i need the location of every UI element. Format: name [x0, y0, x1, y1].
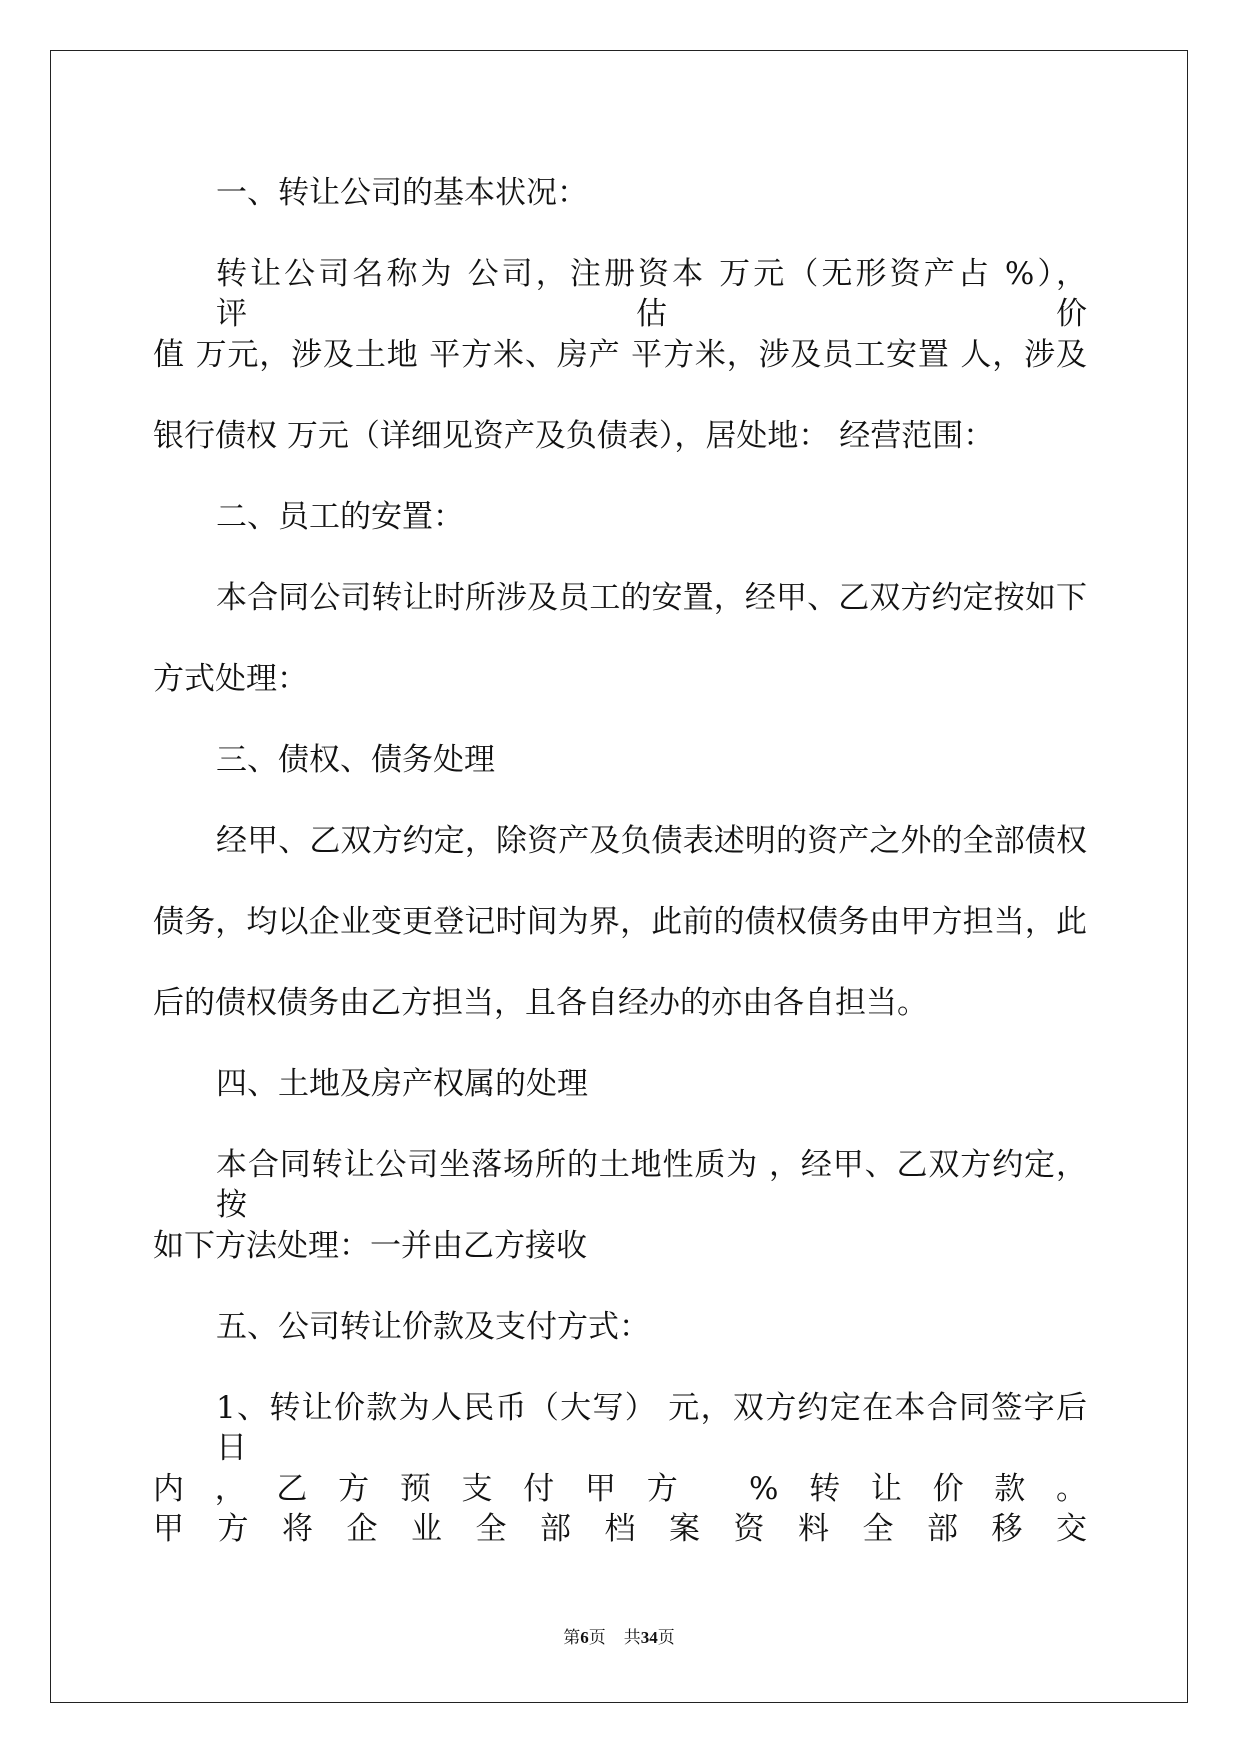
current-page-number: 6	[580, 1628, 589, 1647]
paragraph-line: 内，乙方预支付甲方 %转让价款。甲方将企业全部档案资料全部移交	[153, 1471, 1087, 1547]
paragraph-line: 本合同转让公司坐落场所的土地性质为 ，经甲、乙双方约定，按	[216, 1147, 1087, 1223]
paragraph-line: 方式处理：	[153, 661, 308, 697]
paragraph-line: 银行债权 万元（详细见资产及负债表），居处地： 经营范围：	[153, 418, 995, 454]
paragraph-line: 本合同公司转让时所涉及员工的安置，经甲、乙双方约定按如下	[216, 580, 1087, 616]
paragraph-line: 二、员工的安置：	[216, 499, 464, 535]
paragraph-line: 后的债权债务由乙方担当，且各自经办的亦由各自担当。	[153, 985, 928, 1021]
paragraph-line: 如下方法处理：一并由乙方接收	[153, 1228, 587, 1264]
total-label-suffix: 页	[657, 1628, 675, 1647]
paragraph-line: 四、土地及房产权属的处理	[216, 1066, 588, 1102]
total-label-prefix: 共	[623, 1628, 641, 1647]
paragraph-line: 经甲、乙双方约定，除资产及负债表述明的资产之外的全部债权	[216, 823, 1087, 859]
paragraph-line: 转让公司名称为 公司，注册资本 万元（无形资产占 %），评估价	[216, 256, 1087, 332]
paragraph-line: 1、转让价款为人民币（大写） 元，双方约定在本合同签字后 日	[216, 1390, 1087, 1466]
page-label-suffix: 页	[588, 1628, 606, 1647]
page-number-footer	[50, 1627, 1188, 1649]
paragraph-line: 债务，均以企业变更登记时间为界，此前的债权债务由甲方担当，此	[153, 904, 1087, 940]
paragraph-line: 三、债权、债务处理	[216, 742, 495, 778]
paragraph-line: 值 万元，涉及土地 平方米、房产 平方米，涉及员工安置 人，涉及	[153, 337, 1087, 373]
total-pages-number: 34	[640, 1628, 658, 1647]
paragraph-line: 五、公司转让价款及支付方式：	[216, 1309, 650, 1345]
page-label-prefix: 第	[563, 1628, 581, 1647]
paragraph-line: 一、转让公司的基本状况：	[216, 175, 588, 211]
